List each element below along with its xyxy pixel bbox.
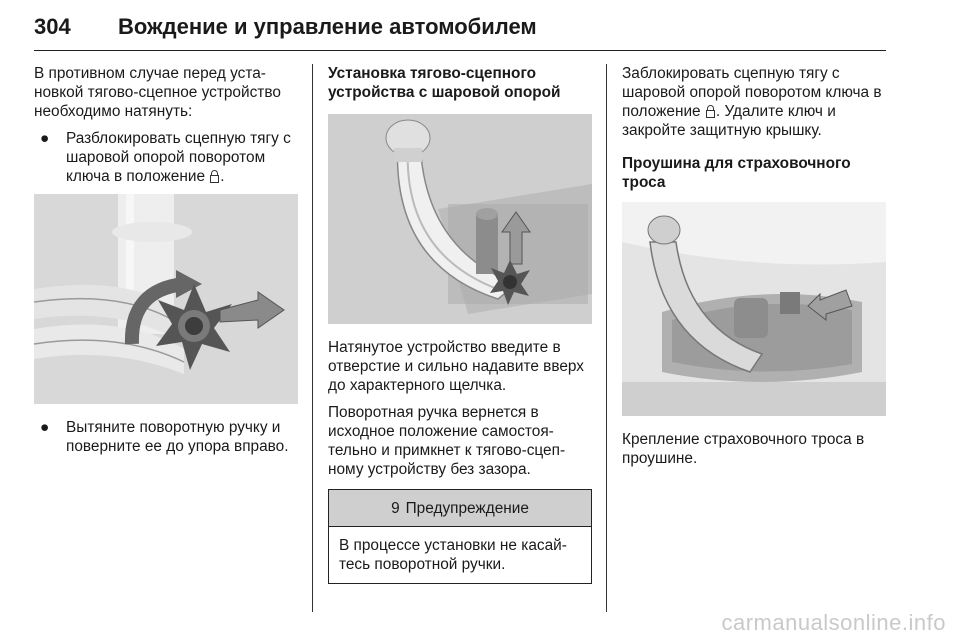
paragraph: Поворотная ручка вернется в исходное положение самостоя-тельно и примкнет к тягово-сцеп-ному устройству без зазора. — [328, 404, 566, 478]
bullet-dot: ● — [40, 419, 50, 436]
watermark: carmanualsonline.info — [721, 610, 946, 635]
warning-box — [328, 489, 592, 584]
paragraph — [622, 64, 886, 140]
intro-paragraph: В противном случае перед уста-новкой тягово-сцепное устройство необходимо натянуть: — [34, 65, 281, 120]
lock-open-icon — [210, 170, 219, 182]
paragraph-text-end: . Удалите ключ и закройте защитную крышку. — [622, 103, 836, 139]
bullet-item — [34, 418, 298, 456]
warning-header — [329, 490, 591, 527]
warning-text: В процессе установки не касай-тесь поворотной ручки. — [339, 537, 567, 573]
bullet-item — [34, 129, 298, 186]
bullet-text: Вытяните поворотную ручку и поверните ее до упора вправо. — [66, 419, 289, 455]
figure-caption: Крепление страховочного троса в проушине. — [622, 431, 865, 467]
bullet-dot: ● — [40, 130, 50, 147]
paragraph: Натянутое устройство введите в отверстие и сильно надавите вверх до характерного щелчка. — [328, 339, 584, 394]
column-divider — [312, 64, 313, 612]
bullet-text: Разблокировать сцепную тягу с шаровой опорой поворотом ключа в положение — [66, 130, 291, 185]
page-number: 304 — [34, 14, 71, 39]
column-1 — [34, 64, 298, 464]
warning-triangle-icon: 9 — [391, 499, 400, 517]
column-divider — [606, 64, 607, 612]
page-header — [34, 10, 886, 51]
figure-safety-eyelet — [622, 202, 886, 416]
figure-hitch-knob — [34, 194, 298, 404]
warning-title: Предупреждение — [405, 499, 529, 517]
figure-insert-hitch — [328, 114, 592, 324]
column-3 — [622, 64, 886, 476]
bullet-text-end: . — [220, 168, 225, 185]
paragraph-text: Заблокировать сцепную тягу с шаровой опорой поворотом ключа в положение — [622, 65, 882, 120]
section-heading: Проушина для страховочного троса — [622, 155, 851, 191]
section-heading: Установка тягово-сцепного устройства с шаровой опорой — [328, 65, 561, 101]
lock-closed-icon — [706, 105, 715, 117]
column-2 — [328, 64, 592, 584]
page-title: Вождение и управление автомобилем — [118, 14, 537, 39]
